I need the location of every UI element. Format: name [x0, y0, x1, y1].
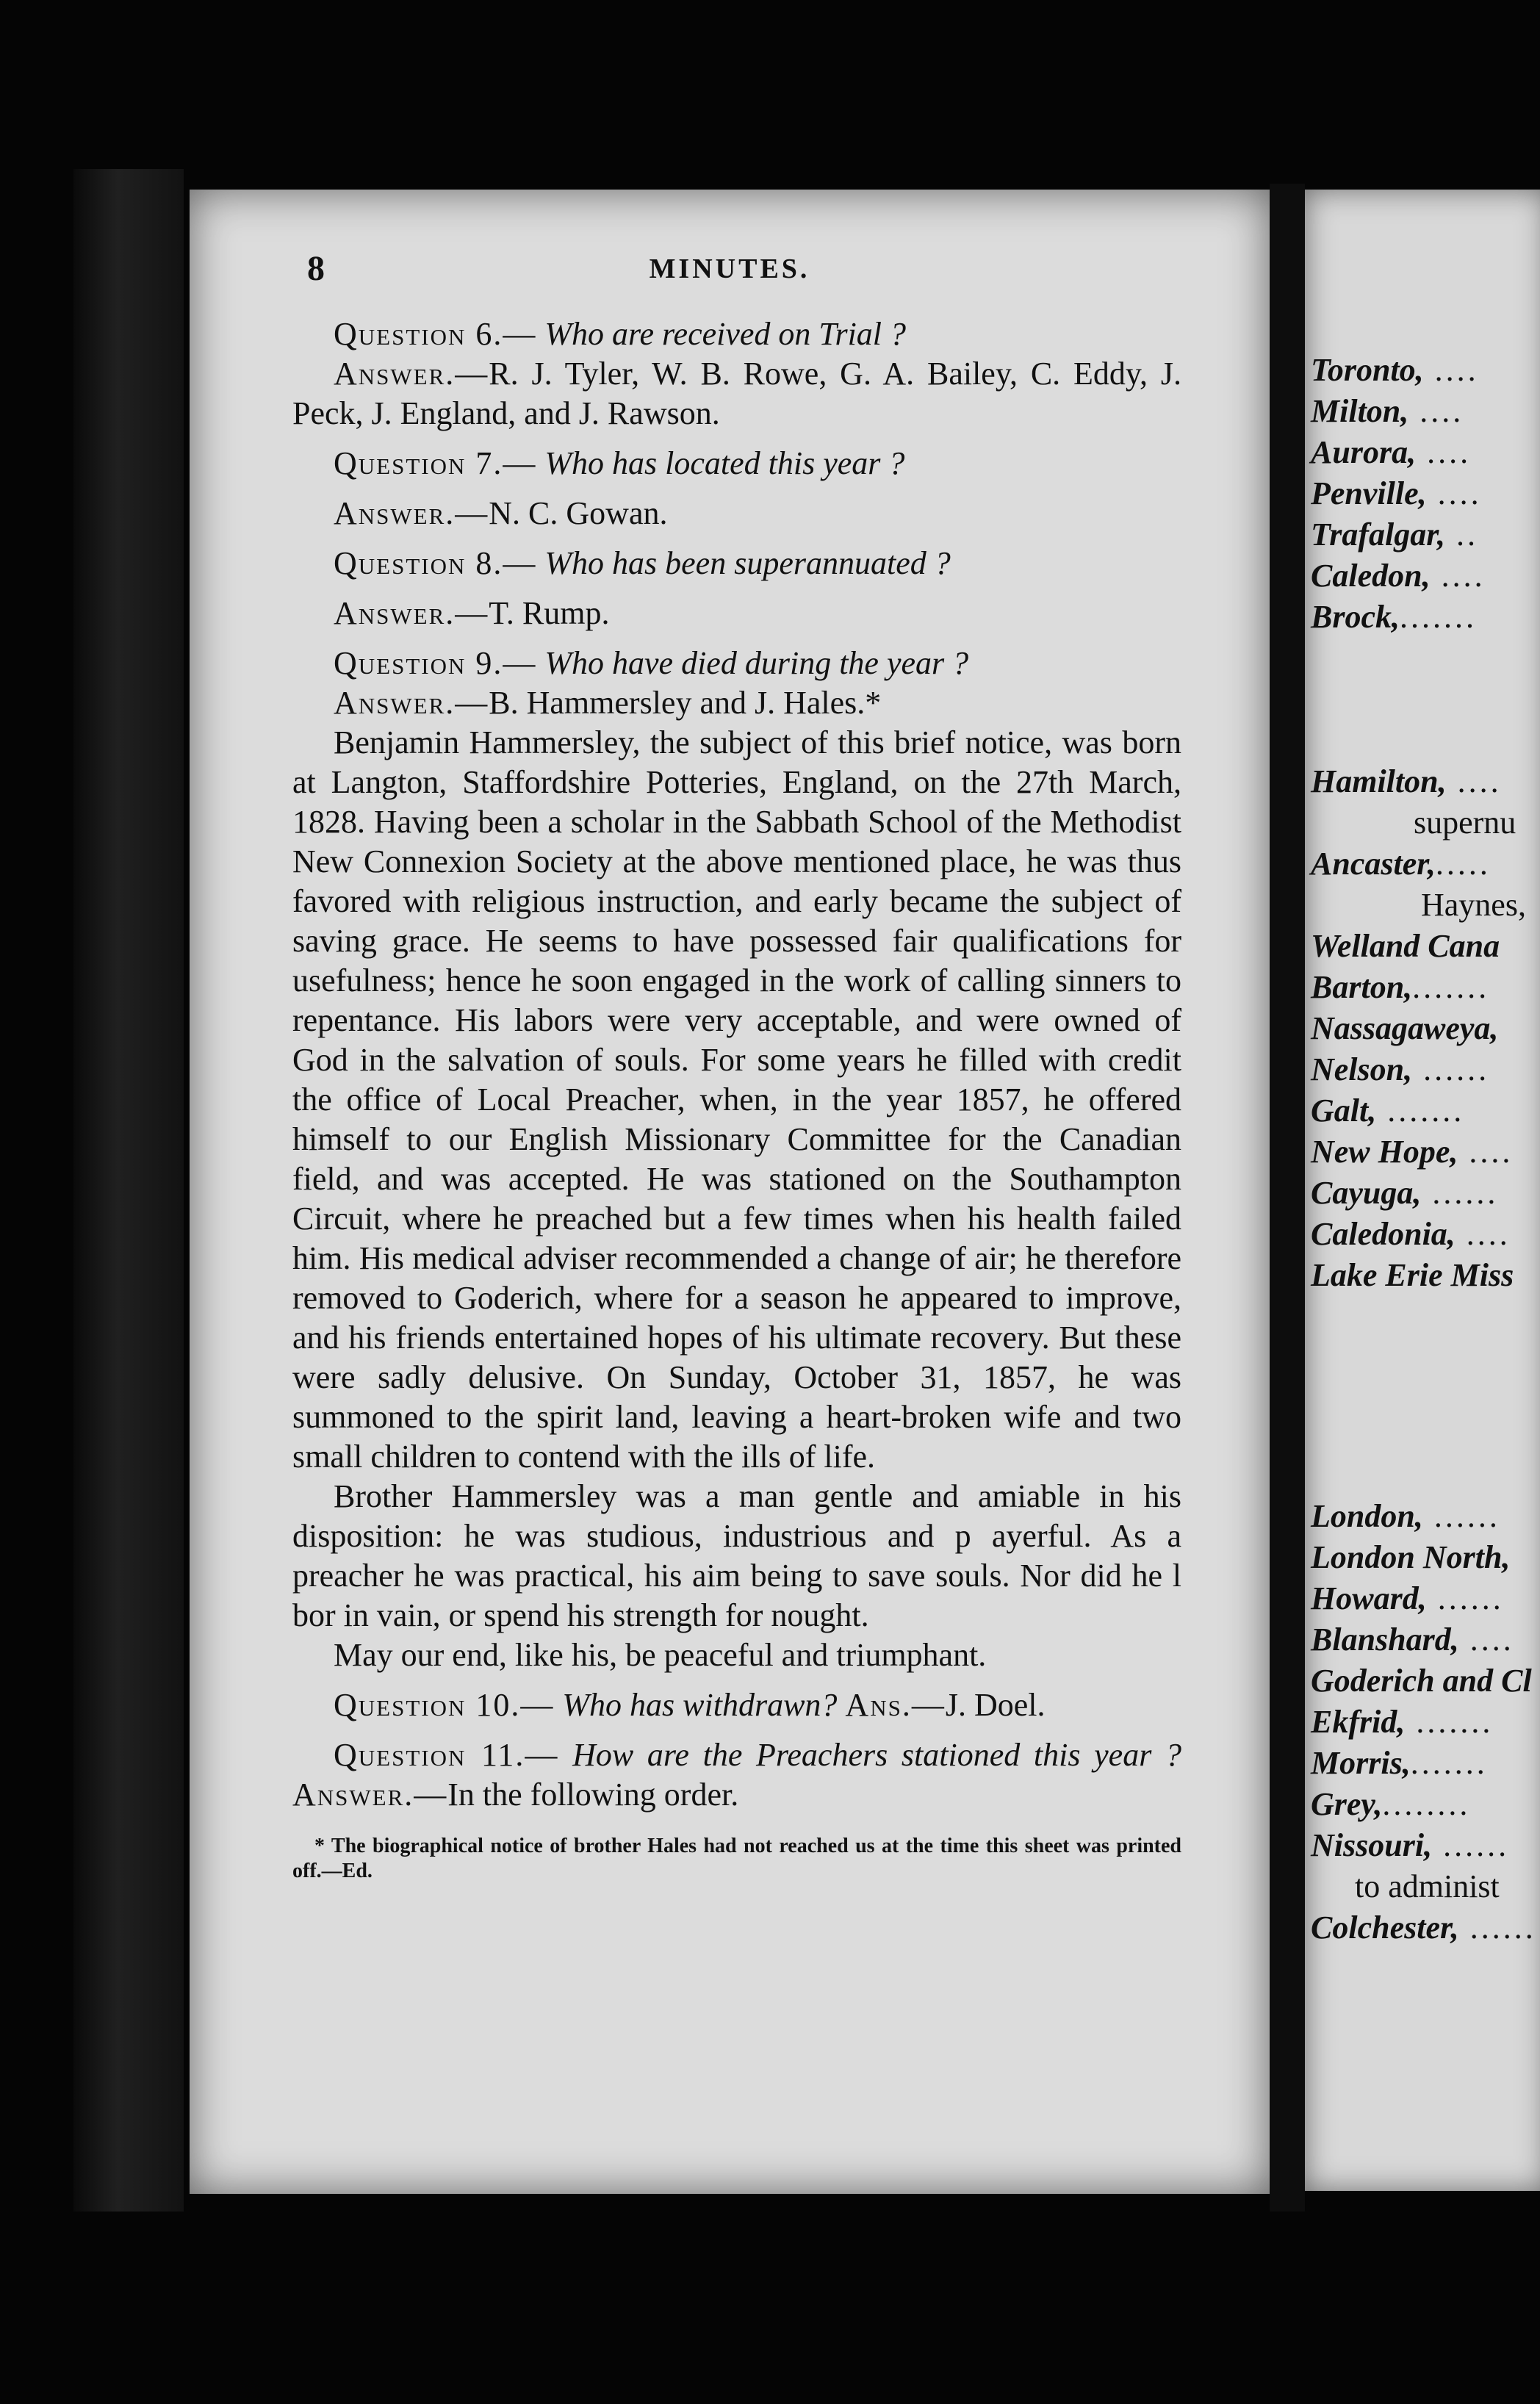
question-8: Question 8.— Who has been superannuated ?	[334, 545, 951, 581]
station-entry: London North,	[1311, 1539, 1511, 1575]
page-gutter	[1270, 184, 1305, 2212]
question-11: Question 11.— How are the Preachers stationed this year ? Answer.—In the following order.	[292, 1737, 1182, 1813]
station-entry: Penville, ....	[1311, 475, 1482, 511]
book-spine	[73, 169, 184, 2212]
station-entry: Barton,.......	[1311, 969, 1490, 1005]
station-entry: Cayuga, ......	[1311, 1175, 1499, 1211]
station-entry: Aurora, ....	[1311, 434, 1472, 470]
question-10: Question 10.— Who has withdrawn? Ans.—J. Doel.	[334, 1687, 1046, 1723]
station-entry: New Hope, ....	[1311, 1134, 1514, 1170]
station-note: Haynes,	[1421, 887, 1526, 923]
station-entry: Welland Cana	[1311, 928, 1500, 964]
station-entry: Nissouri, ......	[1311, 1827, 1510, 1863]
answer-8: Answer.—T. Rump.	[334, 595, 610, 631]
question-7: Question 7.— Who has located this year ?	[334, 445, 905, 481]
station-entry: Caledon, ....	[1311, 558, 1486, 594]
station-entry: Ekfrid, .......	[1311, 1704, 1494, 1740]
notice-paragraph-2: Brother Hammersley was a man gentle and amiable in his disposition: he was studious, industrious and p ayerful. As a preacher he was practical, his aim being to save souls. Nor did he l bor in vain, or spend his strength for nought.	[292, 1478, 1181, 1633]
minutes-text	[292, 314, 1181, 1904]
station-entry: Colchester, ......	[1311, 1910, 1536, 1946]
notice-paragraph-3: May our end, like his, be peaceful and triumphant.	[334, 1637, 987, 1673]
station-entry: London, ......	[1311, 1498, 1500, 1534]
station-entry: Howard, ......	[1311, 1580, 1504, 1616]
station-entry: Milton, ....	[1311, 393, 1464, 429]
footnote: * The biographical notice of brother Hales had not reached us at the time this sheet was printed off.—Ed.	[292, 1835, 1181, 1882]
station-entry: Nassagaweya,	[1311, 1010, 1499, 1046]
left-page	[190, 190, 1270, 2194]
answer-7: Answer.—N. C. Gowan.	[334, 495, 668, 531]
right-page	[1305, 190, 1540, 2191]
station-entry: Goderich and Cl	[1311, 1663, 1532, 1699]
station-entry: Galt, .......	[1311, 1093, 1465, 1129]
station-entry: Hamilton, ....	[1311, 763, 1502, 799]
running-head: MINUTES.	[649, 253, 810, 284]
station-entry: Morris,.......	[1311, 1745, 1488, 1781]
station-entry: Trafalgar, ..	[1311, 517, 1478, 553]
station-entry: Nelson, ......	[1311, 1051, 1490, 1087]
station-entry: Ancaster,.....	[1311, 846, 1491, 882]
notice-paragraph-1: Benjamin Hammersley, the subject of this brief notice, was born at Langton, Staffordshire Potteries, England, on the 27th March, 1828. Having been a scholar in the Sabbath School of the Methodist New Connexion Society at the above mentioned place, he was thus favored with religious instruction, and early became the subject of saving grace. He seems to have possessed fair qualifications for usefulness; hence he soon engaged in the work of calling sinners to repentance. His labors were very acceptable, and were owned of God in the salvation of souls. For some years he filled with credit the office of Local Preacher, when, in the year 1857, he offered himself to our English Missionary Committee for the Canadian field, and was accepted. He was stationed on the Southampton Circuit, where he preached but a few times when his health failed him. His medical adviser recommended a change of air; he therefore removed to Goderich, where for a season he appeared to improve, and his friends entertained hopes of his ultimate recovery. But these were sadly delusive. On Sunday, October 31, 1857, he was summoned to the spirit land, leaving a heart-broken wife and two small children to contend with the ills of life.	[292, 724, 1181, 1475]
answer-9: Answer.—B. Hammersley and J. Hales.*	[334, 685, 882, 721]
station-entry: Grey,........	[1311, 1786, 1471, 1822]
question-9: Question 9.— Who have died during the year ?	[334, 645, 969, 681]
station-note: to administ	[1355, 1868, 1500, 1904]
question-6: Question 6.— Who are received on Trial ?	[334, 316, 907, 352]
page-number: 8	[307, 249, 325, 288]
station-entry: Toronto, ....	[1311, 352, 1479, 388]
station-entry: Caledonia, ....	[1311, 1216, 1511, 1252]
answer-6: Answer.—R. J. Tyler, W. B. Rowe, G. A. Bailey, C. Eddy, J. Peck, J. England, and J. Rawson.	[292, 356, 1181, 431]
station-entry: Brock,.......	[1311, 599, 1477, 635]
station-note: supernu	[1414, 805, 1516, 841]
station-entry: Lake Erie Miss	[1311, 1257, 1514, 1293]
page-header	[190, 248, 1270, 292]
station-entry: Blanshard, ....	[1311, 1622, 1514, 1658]
